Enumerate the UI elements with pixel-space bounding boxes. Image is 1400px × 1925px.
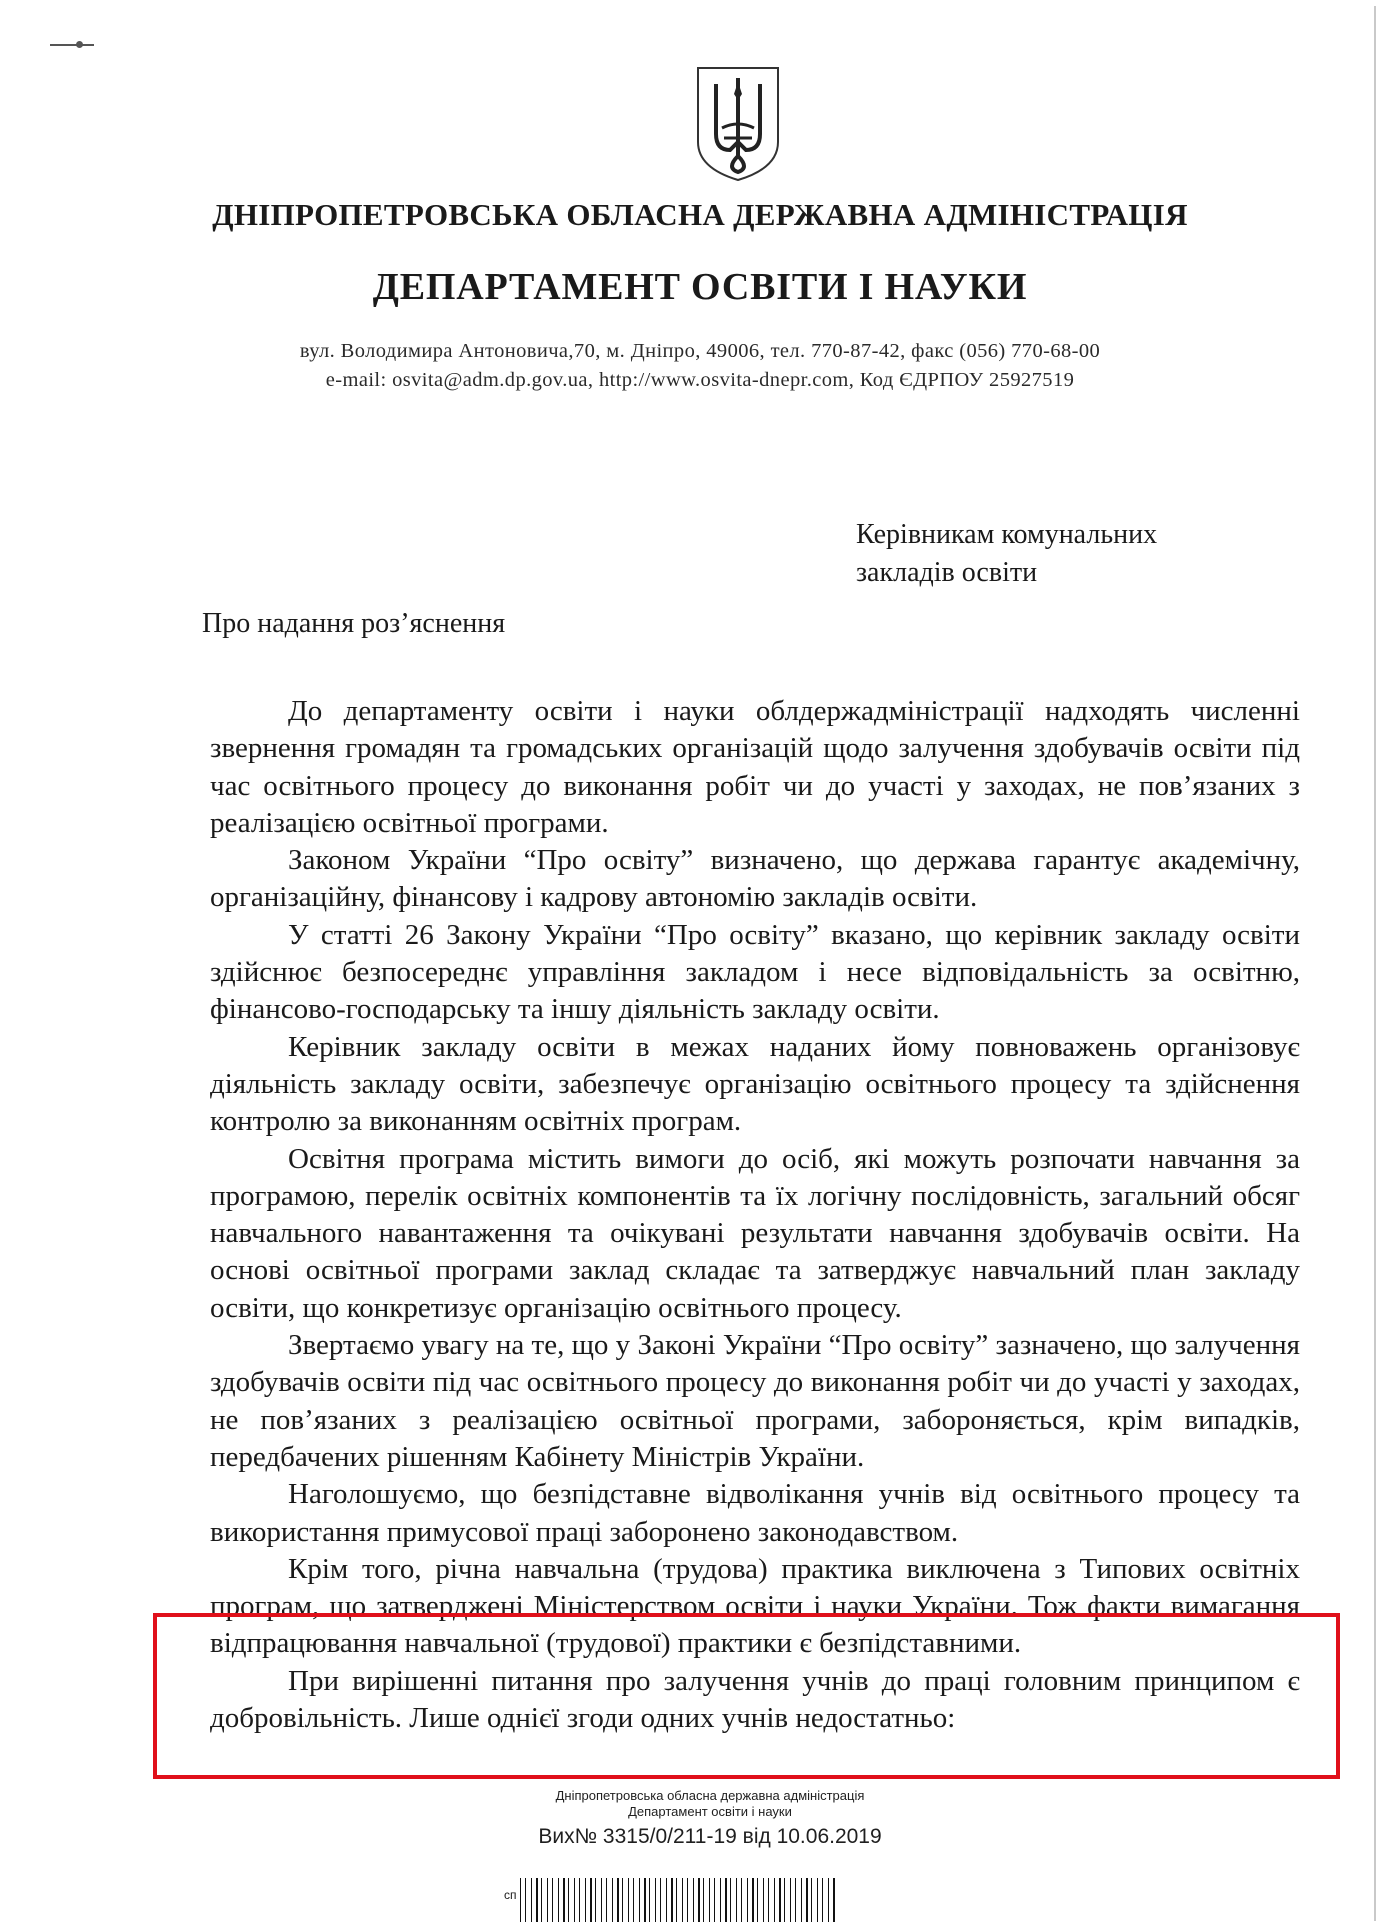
body-paragraph: Освітня програма містить вимоги до осіб, які можуть розпочати навчання за програмою, перелік освітніх компонентів та їх логічну послідовність, загальний обсяг навчального навантаження та очікувані результати навчання здобувачів освіти. На основі освітньої програми заклад складає та затверджує навчальний план закладу освіти, що конкретизує організацію освітнього процесу. [210, 1142, 1300, 1324]
body-paragraph: Звертаємо увагу на те, що у Законі України “Про освіту” зазначено, що залучення здобувачів освіти під час освітнього процесу до виконання робіт чи до участі у заходах, не пов’язаних з реалізацією освітньої програми, забороняється, крім випадків, передбачених рішенням Кабінету Міністрів України. [210, 1329, 1300, 1473]
scan-mark [50, 44, 94, 46]
address-line: вул. Володимира Антоновича,70, м. Дніпро, 49006, тел. 770-87-42, факс (056) 770-68-00 [299, 340, 1101, 362]
stamp-dept: Департамент освіти і науки [628, 1804, 792, 1819]
recipient-line: Керівникам комунальних [856, 519, 1158, 550]
highlighted-paragraph: Крім того, річна навчальна (трудова) практика виключена з Типових освітніх програм, що затверджені Міністерством освіти і науки України. Тож факти вимагання відпрацювання навчальної (трудової) практики є безпідставними. [210, 1552, 1300, 1660]
stamp-org: Дніпропетровська обласна державна адміністрація [555, 1788, 865, 1803]
department-name: ДЕПАРТАМЕНТ ОСВІТИ І НАУКИ [372, 266, 1028, 308]
trident-coat-of-arms-icon [694, 64, 782, 184]
body-paragraph: Наголошуємо, що безпідставне відволікання учнів від освітнього процесу та використання примусової праці заборонено законодавством. [210, 1478, 1300, 1548]
barcode-icon [520, 1878, 840, 1922]
body-paragraph: Законом України “Про освіту” визначено, що держава гарантує академічну, організаційну, фінансову і кадрову автономію закладів освіти. [210, 844, 1300, 914]
stamp-label: сп [504, 1888, 517, 1902]
stamp-reg-number: Вих№ 3315/0/211-19 від 10.06.2019 [538, 1825, 882, 1848]
letter-subject: Про надання роз’яснення [202, 608, 506, 639]
recipient-block [856, 516, 1157, 592]
body-paragraph: До департаменту освіти і науки облдержадміністрації надходять численні звернення громадян та громадських організацій щодо залучення здобувачів освіти під час освітнього процесу до виконання робіт чи до участі у заходах, не пов’язаних з реалізацією освітньої програми. [210, 695, 1300, 839]
organization-name: ДНІПРОПЕТРОВСЬКА ОБЛАСНА ДЕРЖАВНА АДМІНІСТРАЦІЯ [212, 197, 1188, 232]
body-paragraph: При вирішенні питання про залучення учнів до праці головним принципом є добровільність. Лише однієї згоди одних учнів недостатньо: [210, 1664, 1300, 1735]
recipient-line: закладів освіти [856, 557, 1038, 588]
contact-line: e-mail: osvita@adm.dp.gov.ua, http://www.osvita-dnepr.com, Код ЄДРПОУ 25927519 [325, 369, 1075, 391]
letter-body [210, 693, 1300, 1737]
highlight-box [153, 1613, 1340, 1779]
body-paragraph: У статті 26 Закону України “Про освіту” вказано, що керівник закладу освіти здійснює безпосереднє управління закладом і несе відповідальність за освітню, фінансово-господарську та іншу діяльність закладу освіти. [210, 918, 1300, 1026]
body-paragraph: Керівник закладу освіти в межах наданих йому повноважень організовує діяльність закладу освіти, забезпечує організацію освітнього процесу та здійснення контролю за виконанням освітніх програм. [210, 1030, 1300, 1138]
registration-stamp [500, 1788, 920, 1850]
